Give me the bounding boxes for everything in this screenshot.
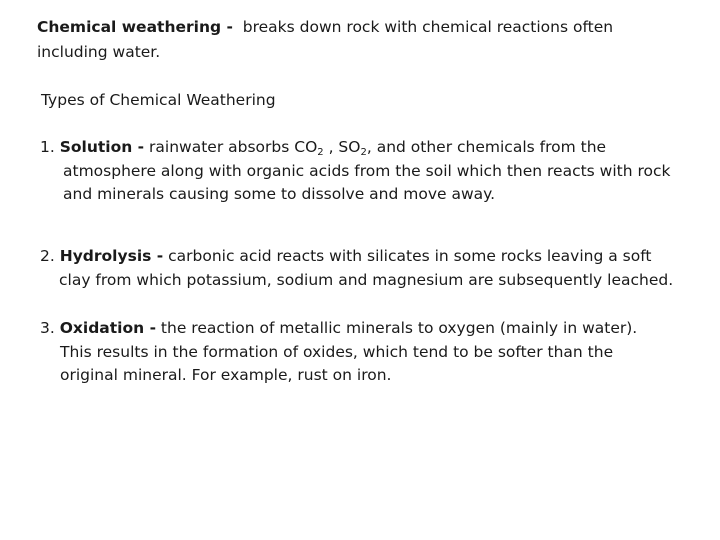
list-item-line1: [40, 136, 710, 160]
list-item-line2: clay from which potassium, sodium and magnesium are subsequently leached.: [59, 270, 674, 289]
list-item-line1: [40, 317, 710, 341]
list-item-line2: This results in the formation of oxides, which tend to be softer than the: [60, 342, 614, 361]
list-item-line1: [40, 245, 710, 269]
list-item-term: Solution -: [59, 138, 145, 156]
list-item-solution: [40, 136, 710, 207]
intro-definition-line1: breaks down rock with chemical reactions often: [232, 18, 614, 36]
list-item-number: 1.: [40, 138, 60, 156]
list-item-line3: and minerals causing some to dissolve and move away.: [63, 185, 496, 203]
intro-paragraph: [37, 15, 697, 65]
list-item-number: 3.: [40, 319, 60, 337]
subscript: 2: [360, 147, 367, 158]
list-item-text: carbonic acid reacts with silicates in some rocks leaving a soft: [163, 247, 652, 265]
intro-definition-line2: including water.: [37, 43, 161, 61]
list-item-line3: original mineral. For example, rust on iron.: [60, 366, 392, 384]
list-item-number: 2.: [40, 247, 60, 265]
list-item-text: , SO: [323, 138, 361, 156]
list-item-text: rainwater absorbs CO: [144, 138, 318, 156]
list-item-line2: atmosphere along with organic acids from the soil which then reacts with rock: [63, 161, 671, 180]
list-item-term: Oxidation -: [59, 319, 156, 337]
list-item-hydrolysis: [40, 245, 710, 292]
list-item-oxidation: [40, 317, 710, 388]
list-item-text: the reaction of metallic minerals to oxygen (mainly in water).: [156, 319, 638, 337]
subscript: 2: [317, 147, 324, 158]
intro-term: Chemical weathering -: [37, 18, 233, 36]
list-item-text: , and other chemicals from the: [366, 138, 607, 156]
section-title: Types of Chemical Weathering: [41, 91, 276, 109]
list-item-term: Hydrolysis -: [59, 247, 164, 265]
